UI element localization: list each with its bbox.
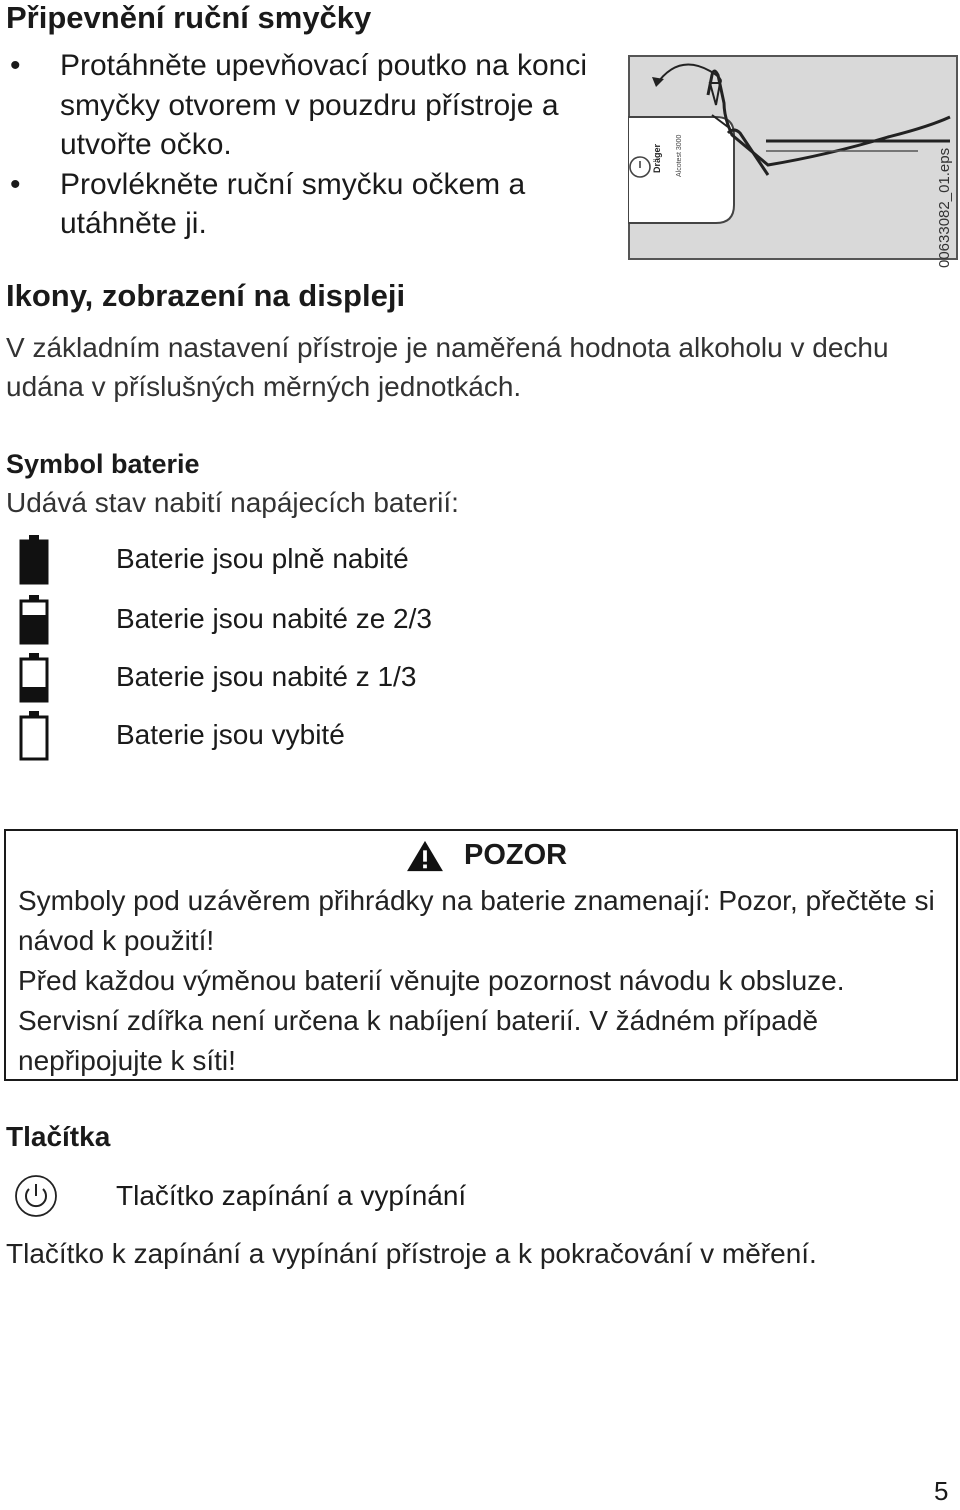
battery-full-icon — [18, 534, 50, 586]
section-title-display-icons — [6, 278, 405, 314]
list-item-text: Provlékněte ruční smyčku očkem a utáhněte ji. — [60, 167, 526, 240]
warning-triangle-icon — [404, 839, 446, 873]
device-brand-label: Dräger — [652, 143, 662, 173]
section-title-text: Ikony, zobrazení na displeji — [6, 278, 406, 313]
display-intro-paragraph: V základním nastavení přístroje je naměřená hodnota alkoholu v dechu udána v příslušných měrných jednotkách. — [6, 332, 889, 402]
device-model-label: Alcotest 3000 — [676, 134, 683, 177]
battery-level-row — [0, 594, 600, 650]
power-button-row — [0, 1172, 700, 1222]
list-item — [6, 165, 616, 244]
bullet-marker: • — [10, 167, 21, 201]
warning-body — [18, 881, 953, 1081]
battery-two-thirds-icon — [18, 594, 50, 646]
battery-one-third-icon — [18, 652, 50, 704]
battery-level-label: Baterie jsou nabité z 1/3 — [116, 661, 417, 692]
battery-level-row — [0, 534, 600, 590]
bullet-marker: • — [10, 49, 21, 82]
section-title-hand-loop: Připevnění ruční smyčky — [6, 0, 372, 35]
section-title-buttons: Tlačítka — [6, 1121, 111, 1152]
section-title-battery: Symbol baterie — [6, 449, 200, 479]
warning-heading: POZOR — [464, 839, 568, 871]
battery-intro-paragraph: Udává stav nabití napájecích baterií: — [6, 487, 459, 518]
page-number: 5 — [934, 1476, 949, 1506]
power-button-label: Tlačítko zapínání a vypínání — [116, 1180, 467, 1211]
warning-line: Servisní zdířka není určena k nabíjení baterií. V žádném případě nepřipojujte k síti! — [18, 1005, 819, 1076]
instruction-list — [6, 46, 616, 244]
warning-header — [6, 837, 956, 873]
battery-level-label: Baterie jsou plně nabité — [116, 543, 409, 574]
device-loop-illustration — [628, 55, 958, 260]
figure-code-text: 00633082_01.eps — [936, 147, 953, 268]
battery-empty-icon — [18, 710, 50, 762]
battery-level-row — [0, 710, 600, 766]
battery-level-label: Baterie jsou vybité — [116, 719, 345, 750]
list-item — [6, 46, 616, 165]
list-item-text: Protáhněte upevňovací poutko na konci smyčky otvorem v pouzdru přístroje a utvořte očko. — [60, 49, 588, 161]
battery-level-row — [0, 652, 600, 708]
battery-level-label: Baterie jsou nabité ze 2/3 — [116, 603, 432, 634]
warning-box — [4, 829, 958, 1081]
figure-code — [932, 140, 958, 270]
warning-line: Symboly pod uzávěrem přihrádky na baterie znamenají: Pozor, přečtěte si návod k použití! — [18, 885, 935, 956]
power-button-description: Tlačítko k zapínání a vypínání přístroje a k pokračování v měření. — [6, 1238, 817, 1269]
warning-line: Před každou výměnou baterií věnujte pozornost návodu k obsluze. — [18, 965, 845, 996]
power-icon — [14, 1174, 58, 1218]
